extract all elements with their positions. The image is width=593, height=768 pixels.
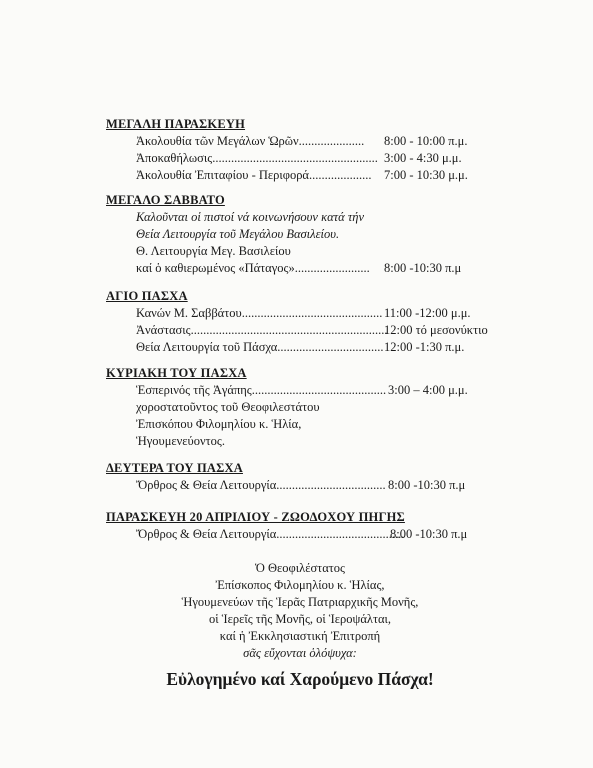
schedule-row (136, 399, 526, 416)
service-time: 3:00 - 4:30 μ.μ. (384, 151, 462, 165)
section-heading: ΠΑΡΑΣΚΕΥΗ 20 ΑΠΡΙΛΙΟΥ - ΖΩΟΔΟΧΟΥ ΠΗΓΗΣ (106, 510, 405, 524)
blessing-line: καί ἡ Ἐκκλησιαστική Ἐπιτροπή (219, 629, 381, 643)
schedule-row (136, 150, 526, 167)
schedule-row (136, 260, 526, 277)
service-text: Ἀποκαθήλωσις..................................................... (136, 151, 378, 165)
closing-blessing (120, 560, 480, 692)
service-text: χοροστατοῦντος τοῦ Θεοφιλεστάτου (136, 400, 320, 414)
easter-greeting: Εὐλογημένο καί Χαρούμενο Πάσχα! (166, 669, 434, 689)
blessing-line: Ὁ Θεοφιλέστατος (255, 561, 345, 575)
service-time: 7:00 - 10:30 μ.μ. (384, 168, 468, 182)
schedule-row (136, 209, 526, 226)
service-time: 3:00 – 4:00 μ.μ. (388, 383, 468, 397)
service-time: 12:00 τό μεσονύκτιο (384, 323, 488, 337)
service-text: Θ. Λειτουργία Μεγ. Βασιλείου (136, 244, 291, 258)
service-text: Ἀνάστασις............................................................... (136, 323, 388, 337)
service-text: Ἑσπερινός τῆς Ἀγάπης........................................... (136, 383, 387, 397)
schedule-row (136, 322, 526, 339)
schedule-row (136, 133, 526, 150)
blessing-line: Ἐπίσκοπος Φιλομηλίου κ. Ἡλίας, (215, 578, 385, 592)
section-heading: ΔΕΥΤΕΡΑ ΤΟΥ ΠΑΣΧΑ (106, 461, 243, 475)
service-text: Ἀκολουθία Ἐπιταφίου - Περιφορά.................... (136, 168, 372, 182)
service-text: Θεία Λειτουργία τοῦ Πάσχα.................................. (136, 340, 384, 354)
service-time: 8:00 -10:30 π.μ (388, 478, 466, 492)
service-time: 12:00 -1:30 π.μ. (384, 340, 465, 354)
service-text: Ἀκολουθία τῶν Μεγάλων Ὡρῶν..................... (136, 134, 365, 148)
section-pascha-sunday (106, 365, 526, 450)
section-holy-pascha (106, 288, 526, 356)
section-life-giving-spring (106, 509, 526, 543)
section-heading: ΜΕΓΑΛΟ ΣΑΒΒΑΤΟ (106, 193, 225, 207)
section-heading: ΚΥΡΙΑΚΗ ΤΟΥ ΠΑΣΧΑ (106, 366, 247, 380)
service-text: Ἐπισκόπου Φιλομηλίου κ. Ἡλία, (136, 417, 302, 431)
service-text: Ὄρθρος & Θεία Λειτουργία................................... (136, 478, 386, 492)
schedule-row (136, 167, 526, 184)
schedule-row (136, 477, 526, 494)
service-text: Ὄρθρος & Θεία Λειτουργία......................................... (136, 527, 405, 541)
service-time: 8:00 -10:30 π.μ (384, 261, 462, 275)
section-heading: ΜΕΓΑΛΗ ΠΑΡΑΣΚΕΥΗ (106, 117, 246, 131)
schedule-row (136, 226, 526, 243)
blessing-line: οἱ Ἱερεῖς τῆς Μονῆς, οἱ Ἱεροψάλται, (208, 612, 392, 626)
blessing-wishes: σᾶς εὔχονται ὁλόψυχα: (243, 646, 357, 660)
section-bright-monday (106, 460, 526, 494)
service-text: Κανών Μ. Σαββάτου............................................. (136, 306, 383, 320)
service-time: 11:00 -12:00 μ.μ. (384, 306, 471, 320)
schedule-row (136, 416, 526, 433)
section-great-friday (106, 116, 526, 184)
schedule-row (136, 382, 526, 399)
section-heading: ΑΓΙΟ ΠΑΣΧΑ (106, 289, 188, 303)
service-text: Ἡγουμενεύοντος. (136, 434, 225, 448)
service-text: Καλοῦνται οἱ πιστοί νά κοινωνήσουν κατά τήν (136, 210, 365, 224)
service-time: 8:00 -10:30 π.μ (390, 527, 468, 541)
schedule-row (136, 433, 526, 450)
schedule-row (136, 526, 526, 543)
service-time: 8:00 - 10:00 π.μ. (384, 134, 468, 148)
service-text: Θεία Λειτουργία τοῦ Μεγάλου Βασιλείου. (136, 227, 340, 241)
schedule-row (136, 305, 526, 322)
schedule-row (136, 243, 526, 260)
schedule-row (136, 339, 526, 356)
section-great-saturday (106, 192, 526, 277)
blessing-line: Ἡγουμενεύων τῆς Ἱερᾶς Πατριαρχικῆς Μονῆς, (181, 595, 419, 609)
service-text: καί ὁ καθιερωμένος «Πάταγος»........................ (136, 261, 370, 275)
